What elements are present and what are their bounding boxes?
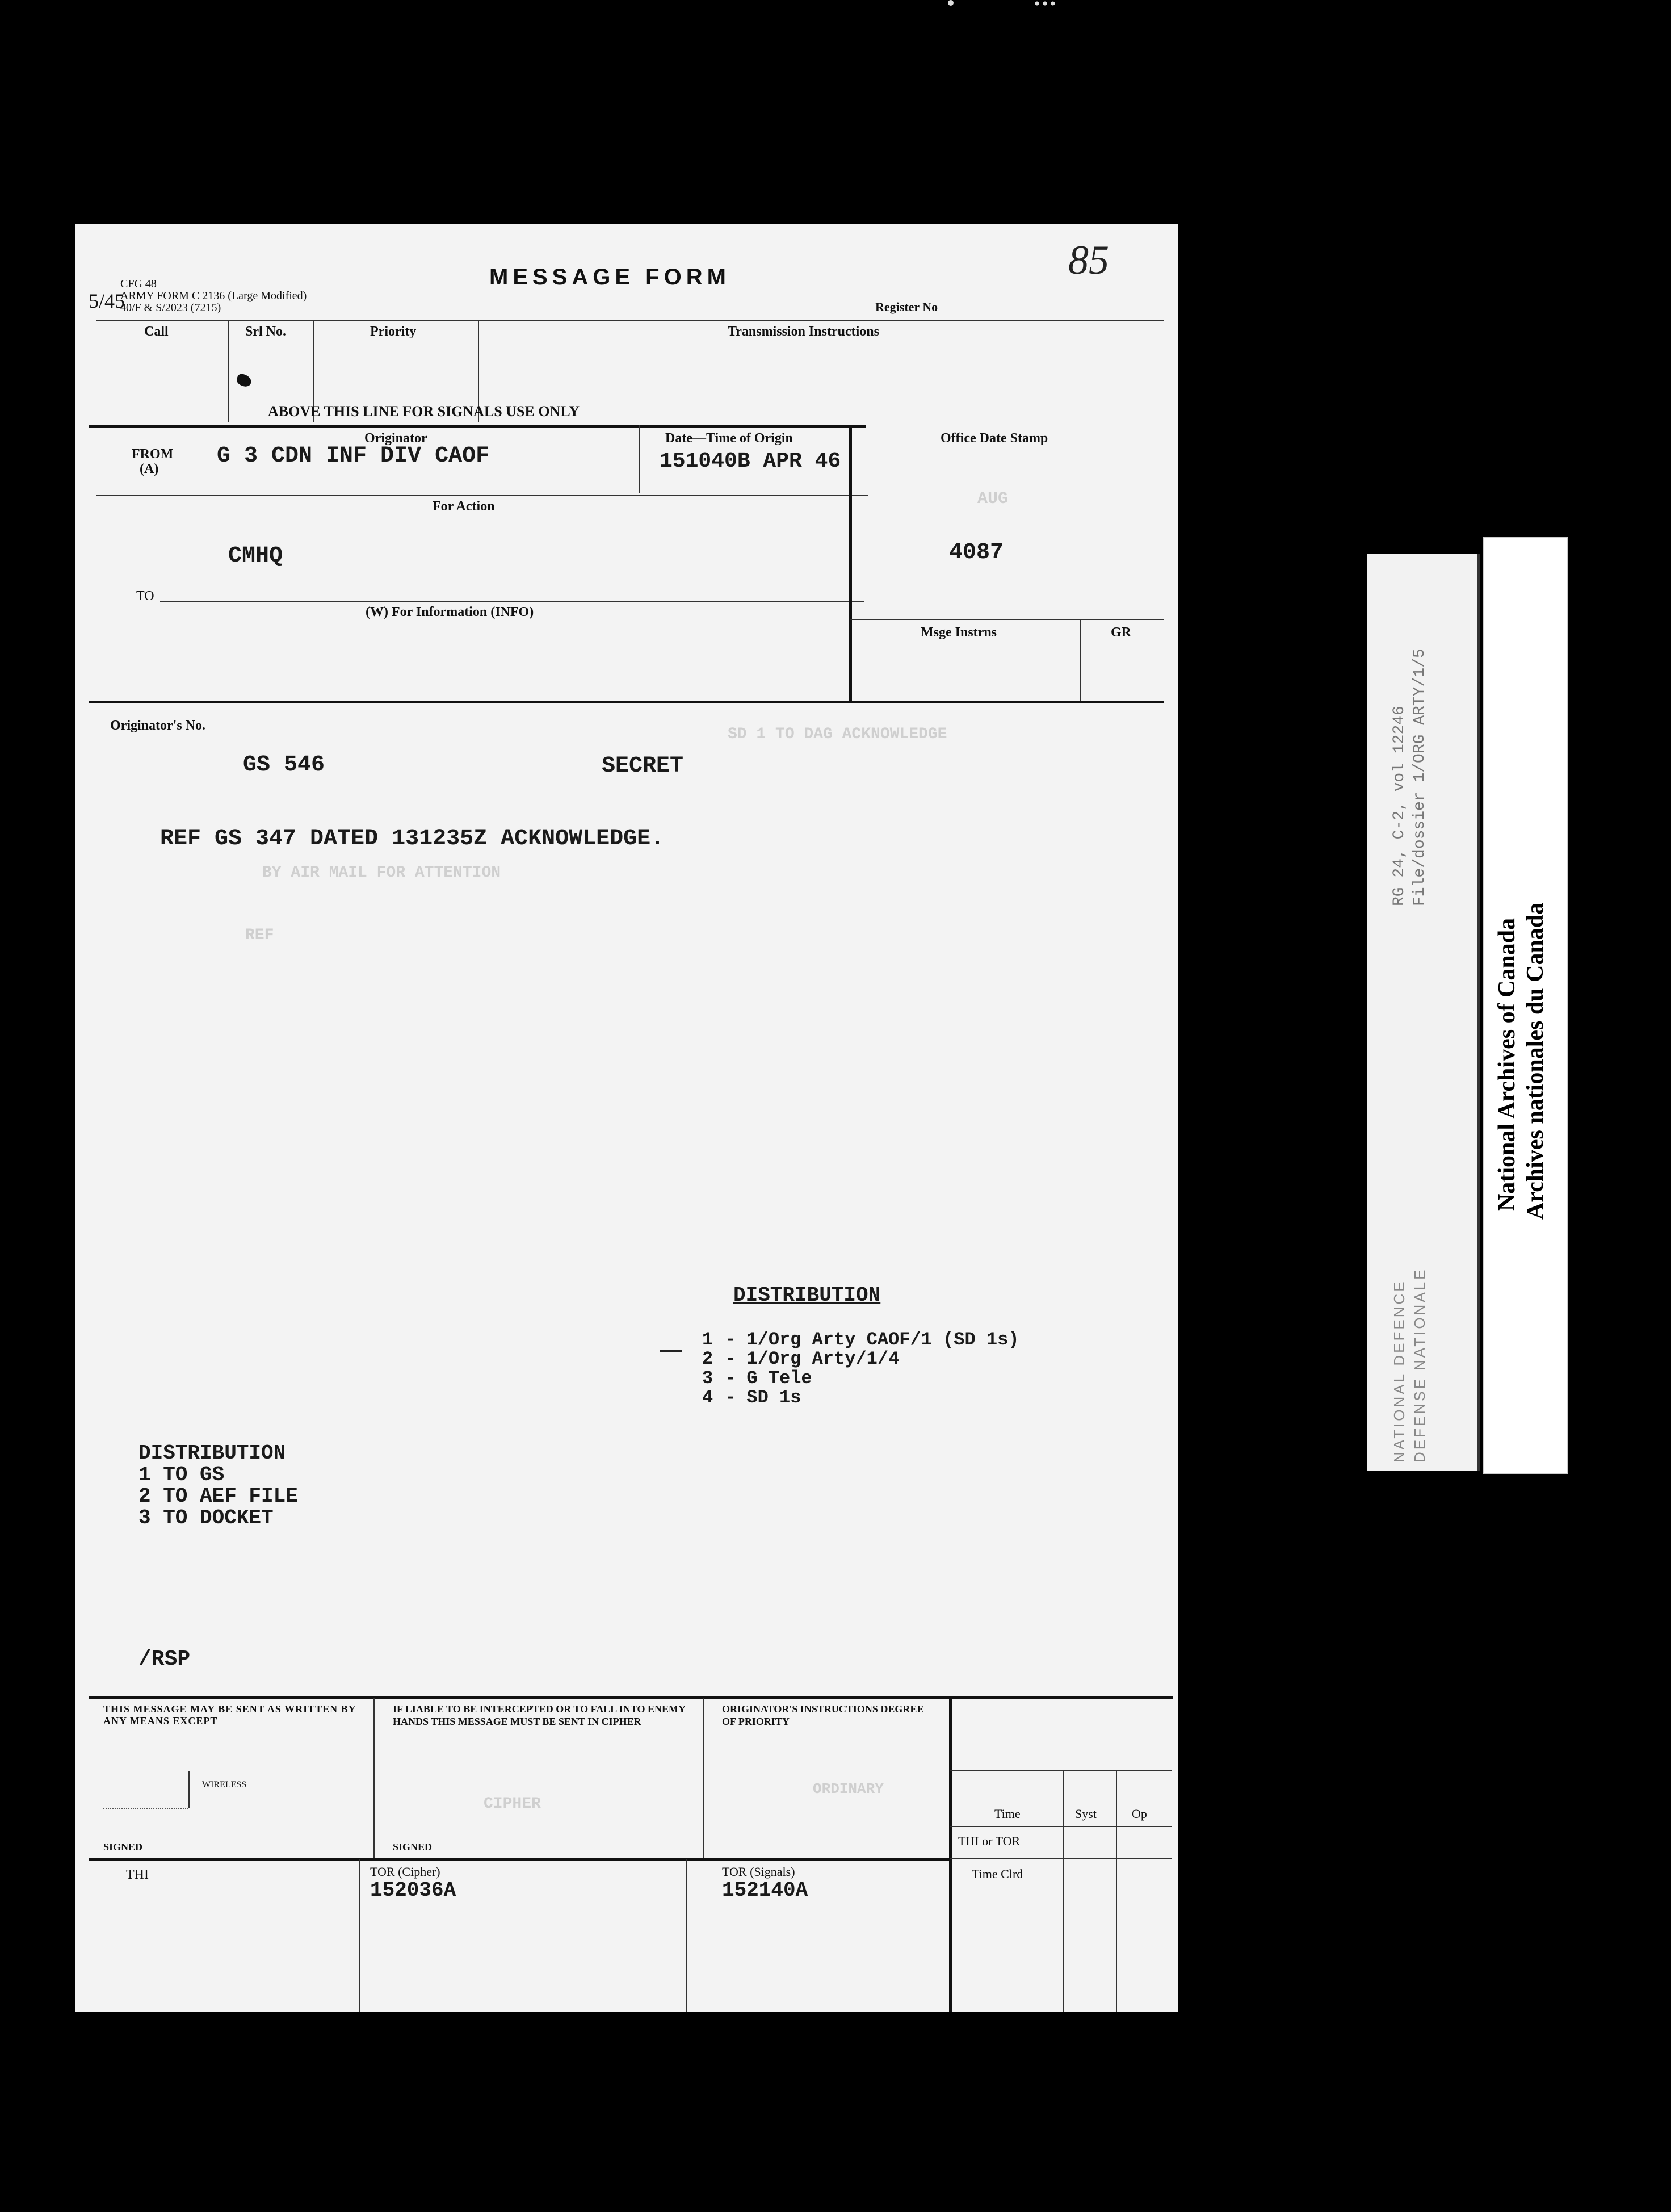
distribution-item-text: - G Tele bbox=[725, 1368, 812, 1389]
form-id-line-2: ARMY FORM C 2136 (Large Modified) bbox=[120, 290, 307, 302]
rule bbox=[96, 495, 868, 496]
ink-mark bbox=[235, 372, 253, 388]
action-value: CMHQ bbox=[228, 543, 283, 569]
rule bbox=[1116, 1770, 1117, 2012]
bleed-through-text: BY AIR MAIL FOR ATTENTION bbox=[262, 864, 501, 882]
office-date-stamp-label: Office Date Stamp bbox=[941, 431, 1048, 446]
classification: SECRET bbox=[602, 753, 684, 779]
wireless-label: WIRELESS bbox=[202, 1780, 247, 1790]
distribution-heading: DISTRIBUTION bbox=[733, 1284, 881, 1307]
info-label: (W) For Information (INFO) bbox=[366, 605, 534, 619]
distribution-item-num: 2 bbox=[702, 1348, 713, 1369]
distribution-item-num: 4 bbox=[702, 1387, 713, 1408]
local-distribution-item: 3 TO DOCKET bbox=[138, 1506, 274, 1530]
syst-col-label: Syst bbox=[1075, 1807, 1097, 1821]
date-time-label: Date—Time of Origin bbox=[665, 431, 793, 446]
rule bbox=[949, 1696, 952, 2012]
rule bbox=[89, 701, 1164, 703]
originators-instructions-label: ORIGINATOR'S INSTRUCTIONS DEGREE OF PRIORITY bbox=[722, 1703, 924, 1727]
message-form bbox=[75, 224, 1178, 2012]
reference-line-2: File/dossier 1/ORG ARTY/1/5 bbox=[1411, 648, 1429, 906]
reference-line-1: RG 24, C-2, vol 12246 bbox=[1391, 706, 1408, 906]
from-value: G 3 CDN INF DIV CAOF bbox=[217, 443, 490, 469]
rule bbox=[228, 320, 229, 422]
date-time-value: 151040B APR 46 bbox=[660, 449, 841, 474]
distribution-item-text: - SD 1s bbox=[725, 1387, 801, 1408]
rule bbox=[849, 425, 858, 428]
rule bbox=[188, 1771, 190, 1808]
register-no-label: Register No bbox=[875, 300, 938, 314]
col-srl-no: Srl No. bbox=[245, 324, 286, 339]
gr-label: GR bbox=[1111, 625, 1131, 640]
rule bbox=[89, 1858, 951, 1861]
rule bbox=[160, 601, 864, 602]
for-action-label: For Action bbox=[433, 499, 495, 514]
signals-use-line: ABOVE THIS LINE FOR SIGNALS USE ONLY bbox=[268, 403, 580, 420]
stamp-faint: AUG bbox=[977, 489, 1009, 509]
local-distribution-heading: DISTRIBUTION bbox=[138, 1442, 286, 1465]
rule bbox=[950, 1858, 1172, 1859]
rule bbox=[849, 425, 852, 702]
from-sub-label: (A) bbox=[140, 462, 159, 476]
tor-signals-value: 152140A bbox=[722, 1879, 808, 1902]
archive-label-main bbox=[1483, 537, 1568, 1474]
col-priority: Priority bbox=[370, 324, 417, 339]
form-date: 5/45 bbox=[89, 290, 125, 312]
cipher-note: IF LIABLE TO BE INTERCEPTED OR TO FALL INTO ENEMY HANDS THIS MESSAGE MUST BE SENT IN CIPHER bbox=[393, 1703, 686, 1727]
rule bbox=[850, 619, 1164, 620]
rule bbox=[686, 1859, 687, 2012]
wireless-field bbox=[103, 1808, 188, 1809]
rule bbox=[359, 1859, 360, 2012]
distribution-item-num: 1 bbox=[702, 1329, 713, 1350]
rule bbox=[96, 320, 1164, 321]
time-col-label: Time bbox=[994, 1807, 1021, 1821]
rule bbox=[639, 425, 640, 493]
tor-signals-label: TOR (Signals) bbox=[722, 1865, 795, 1879]
col-transmission: Transmission Instructions bbox=[728, 324, 879, 339]
thi-label: THI bbox=[126, 1867, 149, 1882]
form-id-line-1: CFG 48 bbox=[120, 278, 157, 290]
archives-name-fr: Archives nationales du Canada bbox=[1522, 902, 1548, 1220]
message-text: REF GS 347 DATED 131235Z ACKNOWLEDGE. bbox=[160, 826, 665, 852]
thi-or-tor-label: THI or TOR bbox=[958, 1834, 1021, 1848]
time-clrd-label: Time Clrd bbox=[972, 1867, 1023, 1881]
originators-no-value: GS 546 bbox=[243, 752, 325, 778]
page-stamp-number: 85 bbox=[1068, 237, 1109, 283]
form-title: MESSAGE FORM bbox=[489, 265, 730, 290]
department-line-1: NATIONAL DEFENCE bbox=[1391, 1279, 1408, 1463]
rule bbox=[89, 1696, 1173, 1699]
originators-no-label: Originator's No. bbox=[110, 718, 205, 733]
department-line-2: DEFENSE NATIONALE bbox=[1411, 1267, 1428, 1463]
rule bbox=[950, 1826, 1172, 1827]
scan-artifact bbox=[948, 0, 954, 6]
local-distribution-item: 1 TO GS bbox=[138, 1463, 225, 1486]
rule bbox=[89, 425, 866, 428]
rule bbox=[373, 1698, 375, 1859]
signed-label: SIGNED bbox=[103, 1841, 143, 1853]
scan-artifact bbox=[1033, 0, 1056, 7]
to-label: TO bbox=[136, 589, 154, 604]
bleed-through-text: ORDINARY bbox=[813, 1781, 884, 1798]
local-distribution-item: 2 TO AEF FILE bbox=[138, 1485, 298, 1508]
distribution-item-text: - 1/Org Arty/1/4 bbox=[725, 1348, 900, 1369]
col-call: Call bbox=[144, 324, 169, 339]
signed-label: SIGNED bbox=[393, 1841, 433, 1853]
arrow-mark bbox=[660, 1350, 682, 1352]
tor-cipher-label: TOR (Cipher) bbox=[370, 1865, 440, 1879]
rule bbox=[950, 1770, 1172, 1771]
archives-name-en: National Archives of Canada bbox=[1494, 918, 1520, 1211]
rule bbox=[1063, 1770, 1064, 2012]
op-col-label: Op bbox=[1132, 1807, 1147, 1821]
archive-label-card bbox=[1367, 554, 1480, 1471]
tor-cipher-value: 152036A bbox=[370, 1879, 456, 1902]
form-id-line-3: 40/F & S/2023 (7215) bbox=[120, 301, 221, 314]
bleed-through-text: REF bbox=[245, 927, 274, 944]
originator-label: Originator bbox=[364, 431, 427, 446]
initials: /RSP bbox=[138, 1647, 191, 1671]
distribution-item-num: 3 bbox=[702, 1368, 713, 1389]
bleed-through-text: SD 1 TO DAG ACKNOWLEDGE bbox=[728, 726, 947, 743]
distribution-item-text: - 1/Org Arty CAOF/1 (SD 1s) bbox=[725, 1329, 1019, 1350]
sent-as-written-note: THIS MESSAGE MAY BE SENT AS WRITTEN BY ANY MEANS EXCEPT bbox=[103, 1703, 356, 1727]
office-stamp-value: 4087 bbox=[949, 540, 1004, 565]
from-label: FROM bbox=[132, 447, 174, 462]
rule bbox=[703, 1698, 704, 1859]
rule bbox=[1080, 619, 1081, 702]
msge-instrns-label: Msge Instrns bbox=[921, 625, 997, 640]
bleed-through-text: CIPHER bbox=[484, 1795, 541, 1813]
